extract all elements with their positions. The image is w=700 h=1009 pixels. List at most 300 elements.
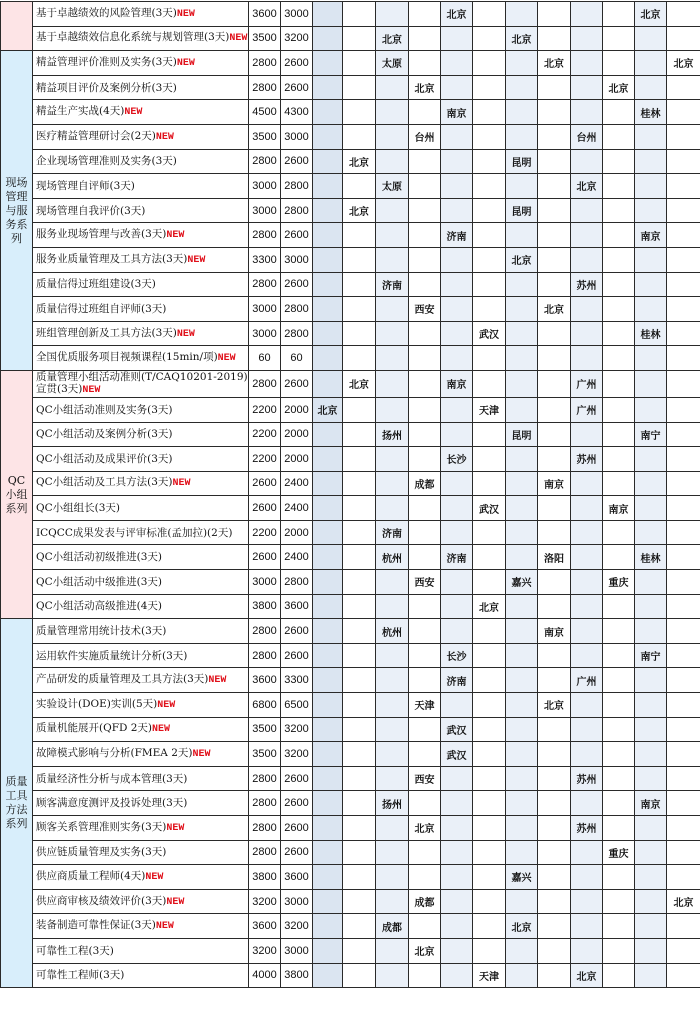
- month-cell: [473, 422, 506, 447]
- month-cell: [667, 471, 700, 496]
- course-name-cell: [33, 174, 249, 199]
- month-cell: 天津: [473, 397, 506, 422]
- month-cell: [473, 247, 506, 272]
- month-cell: [538, 346, 571, 371]
- new-badge: NEW: [155, 921, 174, 933]
- course-name-cell: [33, 791, 249, 816]
- month-cell: 北京: [538, 51, 571, 76]
- month-cell: 北京: [343, 149, 376, 174]
- course-name-cell: [33, 321, 249, 346]
- course-name: 供应链质量管理及实务(3天): [36, 846, 167, 859]
- month-cell: [343, 619, 376, 644]
- month-cell: [571, 938, 603, 963]
- month-cell: [441, 26, 473, 51]
- month-cell: [571, 594, 603, 619]
- month-cell: 南京: [441, 370, 473, 397]
- month-cell: [603, 100, 635, 125]
- month-cell: [313, 272, 343, 297]
- member-price-cell: 2600: [281, 370, 313, 397]
- price-cell: 2800: [249, 816, 281, 841]
- month-cell: [313, 471, 343, 496]
- price-cell: 3500: [249, 26, 281, 51]
- month-cell: [376, 321, 409, 346]
- month-cell: [409, 742, 441, 767]
- month-cell: 嘉兴: [506, 570, 538, 595]
- month-cell: [667, 594, 700, 619]
- month-cell: [409, 26, 441, 51]
- month-cell: [409, 594, 441, 619]
- new-badge: NEW: [217, 353, 236, 365]
- member-price-cell: 2600: [281, 816, 313, 841]
- new-badge: NEW: [166, 230, 185, 242]
- month-cell: [313, 247, 343, 272]
- month-cell: [603, 742, 635, 767]
- month-cell: [603, 272, 635, 297]
- table-row: [1, 865, 700, 890]
- table-row: [1, 422, 700, 447]
- month-cell: [343, 742, 376, 767]
- month-cell: [571, 471, 603, 496]
- month-cell: [538, 914, 571, 939]
- course-name-cell: [33, 643, 249, 668]
- member-price-cell: 2800: [281, 321, 313, 346]
- price-cell: 2800: [249, 223, 281, 248]
- month-cell: [409, 100, 441, 125]
- month-cell: [376, 223, 409, 248]
- month-cell: [667, 26, 700, 51]
- month-cell: [667, 223, 700, 248]
- month-cell: [571, 346, 603, 371]
- month-cell: [571, 520, 603, 545]
- month-cell: [506, 963, 538, 988]
- price-cell: 2800: [249, 791, 281, 816]
- month-cell: [409, 791, 441, 816]
- course-name: 产品研发的质量管理及工具方法(3天): [36, 673, 209, 686]
- member-price-cell: 3300: [281, 668, 313, 693]
- month-cell: 桂林: [635, 321, 667, 346]
- month-cell: [603, 321, 635, 346]
- month-cell: [603, 816, 635, 841]
- course-name: 质量信得过班组自评师(3天): [36, 302, 167, 315]
- month-cell: [667, 619, 700, 644]
- course-name: 供应商质量工程师(4天): [36, 869, 146, 882]
- month-cell: [506, 668, 538, 693]
- month-cell: [603, 447, 635, 472]
- month-cell: [376, 2, 409, 27]
- price-cell: 2600: [249, 471, 281, 496]
- month-cell: [667, 100, 700, 125]
- month-cell: [313, 321, 343, 346]
- month-cell: [635, 520, 667, 545]
- month-cell: [409, 2, 441, 27]
- month-cell: [473, 520, 506, 545]
- course-name-cell: [33, 840, 249, 865]
- month-cell: [667, 370, 700, 397]
- price-cell: 3500: [249, 717, 281, 742]
- month-cell: 北京: [571, 963, 603, 988]
- price-cell: 4000: [249, 963, 281, 988]
- table-row: [1, 272, 700, 297]
- month-cell: 北京: [538, 693, 571, 718]
- month-cell: 武汉: [473, 496, 506, 521]
- month-cell: 嘉兴: [506, 865, 538, 890]
- course-name-cell: [33, 963, 249, 988]
- month-cell: [506, 816, 538, 841]
- table-row: [1, 496, 700, 521]
- month-cell: [409, 321, 441, 346]
- month-cell: 北京: [343, 198, 376, 223]
- month-cell: [603, 693, 635, 718]
- month-cell: [667, 496, 700, 521]
- month-cell: [506, 471, 538, 496]
- month-cell: [635, 397, 667, 422]
- course-name: ICQCC成果发表与评审标准(孟加拉)(2天): [36, 526, 233, 539]
- price-cell: 2200: [249, 447, 281, 472]
- course-name-cell: [33, 397, 249, 422]
- price-cell: 2600: [249, 545, 281, 570]
- month-cell: [635, 496, 667, 521]
- month-cell: 太原: [376, 51, 409, 76]
- table-row: [1, 75, 700, 100]
- month-cell: [313, 840, 343, 865]
- month-cell: [343, 397, 376, 422]
- course-name: 企业现场管理准则及实务(3天): [36, 155, 177, 168]
- month-cell: 太原: [376, 174, 409, 199]
- month-cell: [473, 840, 506, 865]
- month-cell: [603, 346, 635, 371]
- course-name: 服务业质量管理及工具方法(3天): [36, 252, 188, 265]
- month-cell: [571, 693, 603, 718]
- month-cell: [441, 297, 473, 322]
- month-cell: 天津: [409, 693, 441, 718]
- month-cell: [376, 938, 409, 963]
- month-cell: 长沙: [441, 643, 473, 668]
- month-cell: 南京: [635, 223, 667, 248]
- price-cell: 2600: [249, 496, 281, 521]
- month-cell: [313, 545, 343, 570]
- month-cell: [409, 370, 441, 397]
- month-cell: 桂林: [635, 545, 667, 570]
- month-cell: [473, 471, 506, 496]
- month-cell: [313, 297, 343, 322]
- month-cell: [409, 717, 441, 742]
- member-price-cell: 2000: [281, 422, 313, 447]
- month-cell: [635, 766, 667, 791]
- month-cell: [603, 198, 635, 223]
- month-cell: 南京: [441, 100, 473, 125]
- course-name: 装备制造可靠性保证(3天): [36, 919, 156, 932]
- month-cell: [441, 816, 473, 841]
- month-cell: [667, 938, 700, 963]
- month-cell: [538, 865, 571, 890]
- course-name-cell: [33, 149, 249, 174]
- month-cell: [506, 643, 538, 668]
- month-cell: [473, 791, 506, 816]
- course-name-cell: [33, 520, 249, 545]
- course-name-cell: [33, 370, 249, 397]
- month-cell: 北京: [571, 174, 603, 199]
- month-cell: [343, 26, 376, 51]
- month-cell: [313, 51, 343, 76]
- month-cell: [343, 643, 376, 668]
- table-row: [1, 223, 700, 248]
- month-cell: [343, 321, 376, 346]
- month-cell: [635, 51, 667, 76]
- month-cell: [343, 174, 376, 199]
- month-cell: [313, 346, 343, 371]
- month-cell: [571, 865, 603, 890]
- new-badge: NEW: [124, 107, 143, 119]
- member-price-cell: 3800: [281, 963, 313, 988]
- month-cell: [603, 247, 635, 272]
- course-name-cell: [33, 619, 249, 644]
- month-cell: [409, 247, 441, 272]
- member-price-cell: 2600: [281, 643, 313, 668]
- month-cell: 天津: [473, 963, 506, 988]
- course-name: 顾客关系管理准则实务(3天): [36, 820, 167, 833]
- table-row: [1, 570, 700, 595]
- month-cell: [635, 594, 667, 619]
- month-cell: [667, 422, 700, 447]
- month-cell: [313, 223, 343, 248]
- month-cell: [441, 471, 473, 496]
- month-cell: 北京: [506, 914, 538, 939]
- month-cell: [409, 149, 441, 174]
- month-cell: [343, 75, 376, 100]
- month-cell: [635, 914, 667, 939]
- course-name: 基于卓越绩效信息化系统与规划管理(3天): [36, 31, 230, 44]
- month-cell: 南京: [538, 619, 571, 644]
- month-cell: [441, 594, 473, 619]
- course-name-cell: [33, 471, 249, 496]
- month-cell: [571, 643, 603, 668]
- month-cell: [635, 75, 667, 100]
- month-cell: [538, 75, 571, 100]
- price-cell: 3600: [249, 914, 281, 939]
- month-cell: [635, 963, 667, 988]
- month-cell: [343, 247, 376, 272]
- month-cell: [603, 963, 635, 988]
- month-cell: [667, 643, 700, 668]
- month-cell: [343, 496, 376, 521]
- month-cell: [441, 619, 473, 644]
- member-price-cell: 60: [281, 346, 313, 371]
- month-cell: [667, 742, 700, 767]
- month-cell: [603, 791, 635, 816]
- month-cell: 北京: [635, 2, 667, 27]
- month-cell: [506, 297, 538, 322]
- month-cell: [473, 865, 506, 890]
- course-name: QC小组组长(3天): [36, 502, 121, 515]
- month-cell: [506, 766, 538, 791]
- new-badge: NEW: [82, 384, 101, 396]
- month-cell: [473, 619, 506, 644]
- month-cell: [473, 26, 506, 51]
- month-cell: [538, 397, 571, 422]
- month-cell: [506, 889, 538, 914]
- price-cell: 3500: [249, 742, 281, 767]
- new-badge: NEW: [176, 8, 195, 20]
- member-price-cell: 2600: [281, 791, 313, 816]
- month-cell: [473, 889, 506, 914]
- price-cell: 3800: [249, 594, 281, 619]
- course-name-cell: [33, 889, 249, 914]
- table-row: [1, 643, 700, 668]
- price-cell: 2800: [249, 370, 281, 397]
- month-cell: [603, 938, 635, 963]
- course-schedule-table: [0, 1, 700, 988]
- month-cell: [343, 2, 376, 27]
- price-cell: 2800: [249, 643, 281, 668]
- course-name: 顾客满意度测评及投诉处理(3天): [36, 797, 188, 810]
- member-price-cell: 2600: [281, 51, 313, 76]
- new-badge: NEW: [208, 675, 227, 687]
- month-cell: 广州: [571, 668, 603, 693]
- month-cell: [603, 174, 635, 199]
- table-row: [1, 149, 700, 174]
- table-row: [1, 693, 700, 718]
- month-cell: [571, 742, 603, 767]
- month-cell: [571, 75, 603, 100]
- course-name-cell: [33, 693, 249, 718]
- month-cell: [635, 570, 667, 595]
- month-cell: [538, 570, 571, 595]
- member-price-cell: 2000: [281, 447, 313, 472]
- month-cell: [313, 26, 343, 51]
- month-cell: [409, 865, 441, 890]
- table-row: [1, 545, 700, 570]
- course-name-cell: [33, 297, 249, 322]
- course-name-cell: [33, 26, 249, 51]
- month-cell: [603, 594, 635, 619]
- month-cell: [441, 693, 473, 718]
- month-cell: 北京: [603, 75, 635, 100]
- month-cell: 南京: [635, 791, 667, 816]
- month-cell: [473, 643, 506, 668]
- month-cell: 杭州: [376, 619, 409, 644]
- month-cell: [538, 840, 571, 865]
- price-cell: 2800: [249, 272, 281, 297]
- month-cell: 武汉: [473, 321, 506, 346]
- table-row: [1, 26, 700, 51]
- month-cell: [603, 397, 635, 422]
- course-name-cell: [33, 594, 249, 619]
- course-name-cell: [33, 766, 249, 791]
- month-cell: [409, 198, 441, 223]
- month-cell: 昆明: [506, 198, 538, 223]
- month-cell: [313, 198, 343, 223]
- month-cell: [409, 520, 441, 545]
- table-row: [1, 594, 700, 619]
- new-badge: NEW: [145, 871, 164, 883]
- month-cell: [473, 717, 506, 742]
- month-cell: [603, 865, 635, 890]
- month-cell: [667, 816, 700, 841]
- month-cell: [343, 914, 376, 939]
- month-cell: [538, 963, 571, 988]
- month-cell: [376, 75, 409, 100]
- month-cell: [376, 766, 409, 791]
- month-cell: [441, 840, 473, 865]
- course-name: 质量经济性分析与成本管理(3天): [36, 772, 188, 785]
- month-cell: [313, 865, 343, 890]
- month-cell: [473, 914, 506, 939]
- month-cell: 北京: [506, 26, 538, 51]
- table-row: [1, 840, 700, 865]
- month-cell: 济南: [441, 668, 473, 693]
- month-cell: [506, 545, 538, 570]
- month-cell: [343, 865, 376, 890]
- month-cell: [538, 272, 571, 297]
- month-cell: [506, 346, 538, 371]
- month-cell: [506, 742, 538, 767]
- course-name: QC小组活动中级推进(3天): [36, 575, 163, 588]
- month-cell: [506, 496, 538, 521]
- month-cell: [343, 717, 376, 742]
- month-cell: [667, 717, 700, 742]
- month-cell: [571, 26, 603, 51]
- month-cell: 苏州: [571, 816, 603, 841]
- month-cell: [603, 766, 635, 791]
- month-cell: [376, 889, 409, 914]
- member-price-cell: 3000: [281, 247, 313, 272]
- month-cell: [409, 496, 441, 521]
- month-cell: [538, 198, 571, 223]
- course-name: QC小组活动准则及实务(3天): [36, 403, 173, 416]
- price-cell: 3200: [249, 938, 281, 963]
- course-name-cell: [33, 447, 249, 472]
- table-row: [1, 247, 700, 272]
- course-name: 医疗精益管理研讨会(2天): [36, 129, 156, 142]
- course-name-cell: [33, 75, 249, 100]
- table-row: [1, 198, 700, 223]
- month-cell: 北京: [667, 889, 700, 914]
- month-cell: [409, 545, 441, 570]
- month-cell: [473, 668, 506, 693]
- month-cell: [409, 963, 441, 988]
- month-cell: [376, 397, 409, 422]
- month-cell: [409, 914, 441, 939]
- month-cell: [376, 816, 409, 841]
- month-cell: [473, 223, 506, 248]
- new-badge: NEW: [176, 57, 195, 69]
- month-cell: [376, 496, 409, 521]
- month-cell: 西安: [409, 297, 441, 322]
- month-cell: [376, 570, 409, 595]
- month-cell: [313, 619, 343, 644]
- table-row: [1, 766, 700, 791]
- month-cell: [473, 75, 506, 100]
- table-row: [1, 742, 700, 767]
- month-cell: [506, 272, 538, 297]
- month-cell: [667, 520, 700, 545]
- month-cell: [473, 766, 506, 791]
- month-cell: [376, 840, 409, 865]
- member-price-cell: 3000: [281, 889, 313, 914]
- month-cell: [667, 2, 700, 27]
- month-cell: 长沙: [441, 447, 473, 472]
- month-cell: [538, 174, 571, 199]
- course-name: 现场管理自评师(3天): [36, 179, 135, 192]
- month-cell: 济南: [376, 520, 409, 545]
- month-cell: [538, 668, 571, 693]
- month-cell: [506, 520, 538, 545]
- table-row: [1, 717, 700, 742]
- price-cell: 3000: [249, 321, 281, 346]
- month-cell: [343, 693, 376, 718]
- month-cell: [635, 174, 667, 199]
- month-cell: [376, 100, 409, 125]
